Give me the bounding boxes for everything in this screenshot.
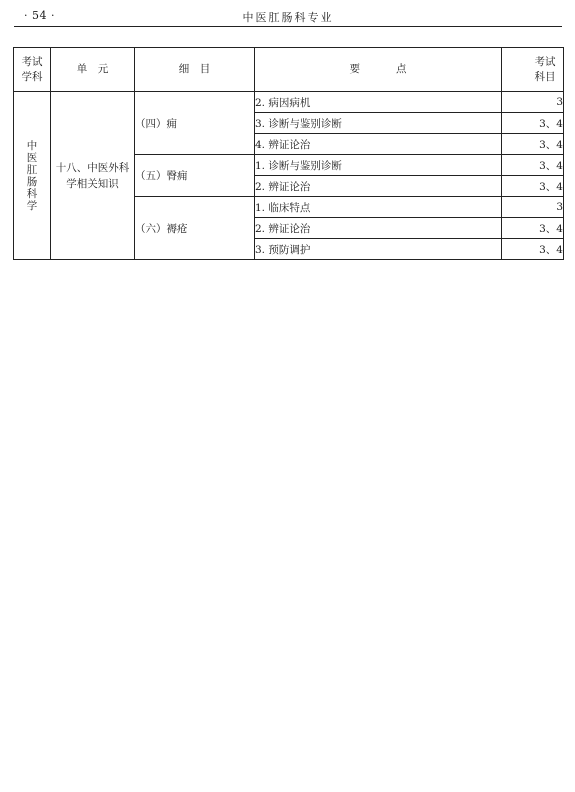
exam-subject-cell: 3、4 bbox=[502, 218, 564, 239]
header-item: 细 目 bbox=[135, 48, 255, 92]
point-cell: 3. 诊断与鉴别诊断 bbox=[255, 113, 502, 134]
page-number: · 54 · bbox=[24, 9, 55, 22]
page-header bbox=[14, 8, 562, 27]
page-title: 中医肛肠科专业 bbox=[242, 11, 334, 24]
subject-cell: 中医肛肠科学 bbox=[14, 92, 51, 260]
point-cell: 4. 辨证论治 bbox=[255, 134, 502, 155]
syllabus-table bbox=[13, 47, 564, 260]
point-cell: 1. 诊断与鉴别诊断 bbox=[255, 155, 502, 176]
point-cell: 2. 病因病机 bbox=[255, 92, 502, 113]
header-exam-subject: 考试科目 bbox=[502, 48, 564, 92]
header-subject: 考试学科 bbox=[14, 48, 51, 92]
header-unit: 单 元 bbox=[51, 48, 135, 92]
header-points: 要点 bbox=[255, 48, 502, 92]
point-cell: 3. 预防调护 bbox=[255, 239, 502, 260]
exam-subject-cell: 3、4 bbox=[502, 176, 564, 197]
exam-subject-cell: 3、4 bbox=[502, 134, 564, 155]
exam-subject-cell: 3、4 bbox=[502, 239, 564, 260]
item-cell: （四）痈 bbox=[135, 92, 255, 155]
exam-subject-cell: 3、4 bbox=[502, 113, 564, 134]
item-cell: （六）褥疮 bbox=[135, 197, 255, 260]
item-cell: （五）臀痈 bbox=[135, 155, 255, 197]
exam-subject-cell: 3、4 bbox=[502, 155, 564, 176]
table-row bbox=[14, 92, 564, 113]
exam-subject-cell: 3 bbox=[502, 197, 564, 218]
table-header-row bbox=[14, 48, 564, 92]
unit-cell: 十八、中医外科学相关知识 bbox=[51, 92, 135, 260]
point-cell: 1. 临床特点 bbox=[255, 197, 502, 218]
point-cell: 2. 辨证论治 bbox=[255, 176, 502, 197]
exam-subject-cell: 3 bbox=[502, 92, 564, 113]
point-cell: 2. 辨证论治 bbox=[255, 218, 502, 239]
